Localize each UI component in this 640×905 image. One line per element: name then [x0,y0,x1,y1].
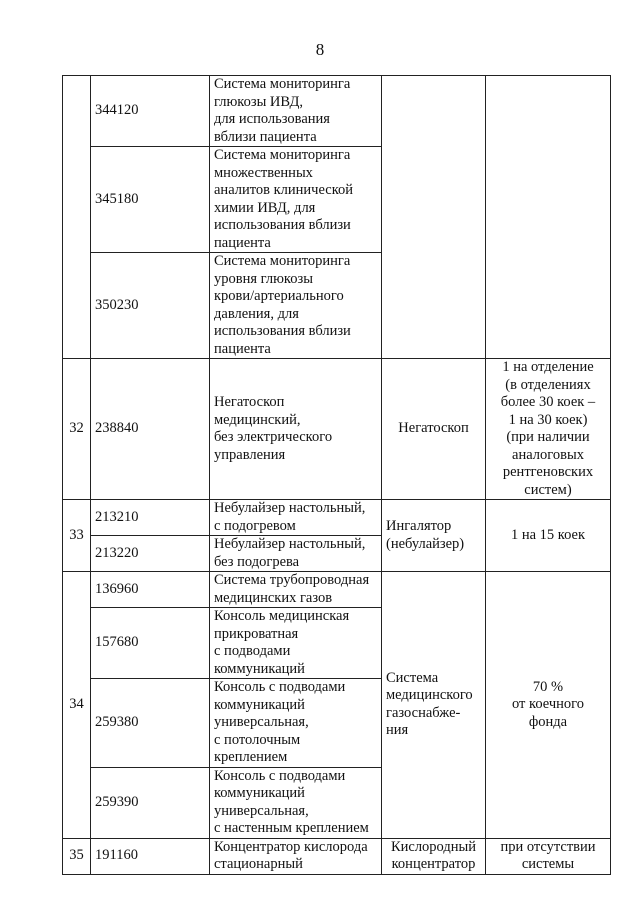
quantity-cell [486,359,611,500]
table-row [63,500,611,536]
quantity-line: 1 на отделение [502,359,594,375]
name-line: Система мониторинга [214,147,351,163]
row-number: 34 [63,572,91,839]
type-line: ния [386,722,409,739]
code-cell: 350230 [91,253,210,359]
table-row [63,76,611,147]
name-line: Система мониторинга [214,253,351,269]
name-cell [210,572,382,608]
code-cell: 259380 [91,679,210,768]
name-line: пациента [214,234,271,251]
name-line: вблизи пациента [214,128,317,145]
type-line: Ингалятор [386,518,452,534]
name-line: управления [214,446,286,463]
name-cell [210,838,382,874]
name-line: использования вблизи [214,217,351,233]
name-line: с подогревом [214,517,296,534]
type-cell [382,500,486,572]
name-line: для использования [214,111,330,127]
name-line: медицинский, [214,411,301,428]
row-number: 32 [63,359,91,500]
name-line: Небулайзер настольный, [214,536,366,552]
quantity-line: рентгеновских [502,464,594,480]
code-cell: 213220 [91,536,210,572]
name-line: уровня глюкозы [214,270,313,287]
quantity-line: более 30 коек – [500,394,596,410]
code-cell: 136960 [91,572,210,608]
name-line: аналитов клинической [214,182,354,198]
name-line: Консоль медицинская [214,608,350,624]
name-line: Система трубопроводная [214,572,370,588]
quantity-line: системы [521,856,575,872]
name-line: Небулайзер настольный, [214,500,366,516]
code-cell: 157680 [91,608,210,679]
equipment-table [62,75,611,875]
name-line: использования вблизи [214,323,351,339]
name-line: Консоль с подводами [214,767,346,784]
name-line: с потолочным [214,731,301,748]
type-cell [382,838,486,874]
type-cell [382,76,486,359]
type-line: (небулайзер) [386,535,465,552]
name-line: коммуникаций [214,660,305,677]
quantity-cell [486,572,611,839]
name-line: без подогрева [214,553,300,570]
name-cell [210,767,382,838]
name-cell [210,147,382,253]
row-number [63,76,91,359]
name-cell [210,76,382,147]
name-line: с подводами [214,643,291,659]
name-line: Консоль с подводами [214,679,346,695]
quantity-cell [486,838,611,874]
quantity-line: (при наличии [506,429,590,445]
name-line: Система мониторинга [214,76,351,92]
name-cell [210,253,382,359]
name-line: универсальная, [214,802,309,819]
name-line: стационарный [214,856,303,872]
name-line: крови/артериального [214,288,344,304]
name-line: креплением [214,749,288,765]
row-number: 35 [63,838,91,874]
page-number: 8 [315,40,325,59]
name-line: химии ИВД, для [214,199,316,216]
type-cell [382,359,486,500]
name-cell [210,359,382,500]
code-cell: 238840 [91,359,210,500]
name-line: коммуникаций [214,785,305,801]
quantity-line: (в отделениях [505,376,591,393]
quantity-line: 1 на 15 коек [510,526,586,543]
code-cell: 213210 [91,500,210,536]
code-cell: 344120 [91,76,210,147]
quantity-cell [486,500,611,572]
name-line: медицинских газов [214,589,333,606]
table-row [63,838,611,874]
name-cell [210,679,382,768]
name-line: без электрического [214,429,333,445]
type-line: Кислородный [390,838,477,855]
code-cell: 191160 [91,838,210,874]
type-line: Негатоскоп [398,420,469,437]
name-line: давления, для [214,305,299,322]
name-line: пациента [214,340,271,357]
table-row [63,359,611,500]
quantity-line: 1 на 30 коек) [508,411,588,428]
row-number: 33 [63,500,91,572]
name-line: прикроватная [214,625,299,642]
name-line: множественных [214,164,313,181]
type-line: концентратор [391,856,476,872]
table-row [63,572,611,608]
name-line: с настенным креплением [214,820,369,836]
quantity-line: при отсутствии [500,838,596,855]
name-line: глюкозы ИВД, [214,93,304,110]
name-cell [210,536,382,572]
quantity-cell [486,76,611,359]
quantity-line: систем) [524,481,572,498]
type-cell [382,572,486,839]
code-cell: 259390 [91,767,210,838]
type-line: газоснабже- [386,704,461,721]
name-cell [210,500,382,536]
name-line: коммуникаций [214,696,305,713]
quantity-line: фонда [528,713,568,730]
name-cell [210,608,382,679]
quantity-line: 70 % [532,678,564,695]
type-line: Система [386,669,439,686]
quantity-line: аналоговых [512,446,584,463]
name-line: Концентратор кислорода [214,838,368,855]
name-line: универсальная, [214,714,309,730]
name-line: Негатоскоп [214,394,285,410]
quantity-line: от коечного [512,696,584,712]
type-line: медицинского [386,687,473,704]
code-cell: 345180 [91,147,210,253]
